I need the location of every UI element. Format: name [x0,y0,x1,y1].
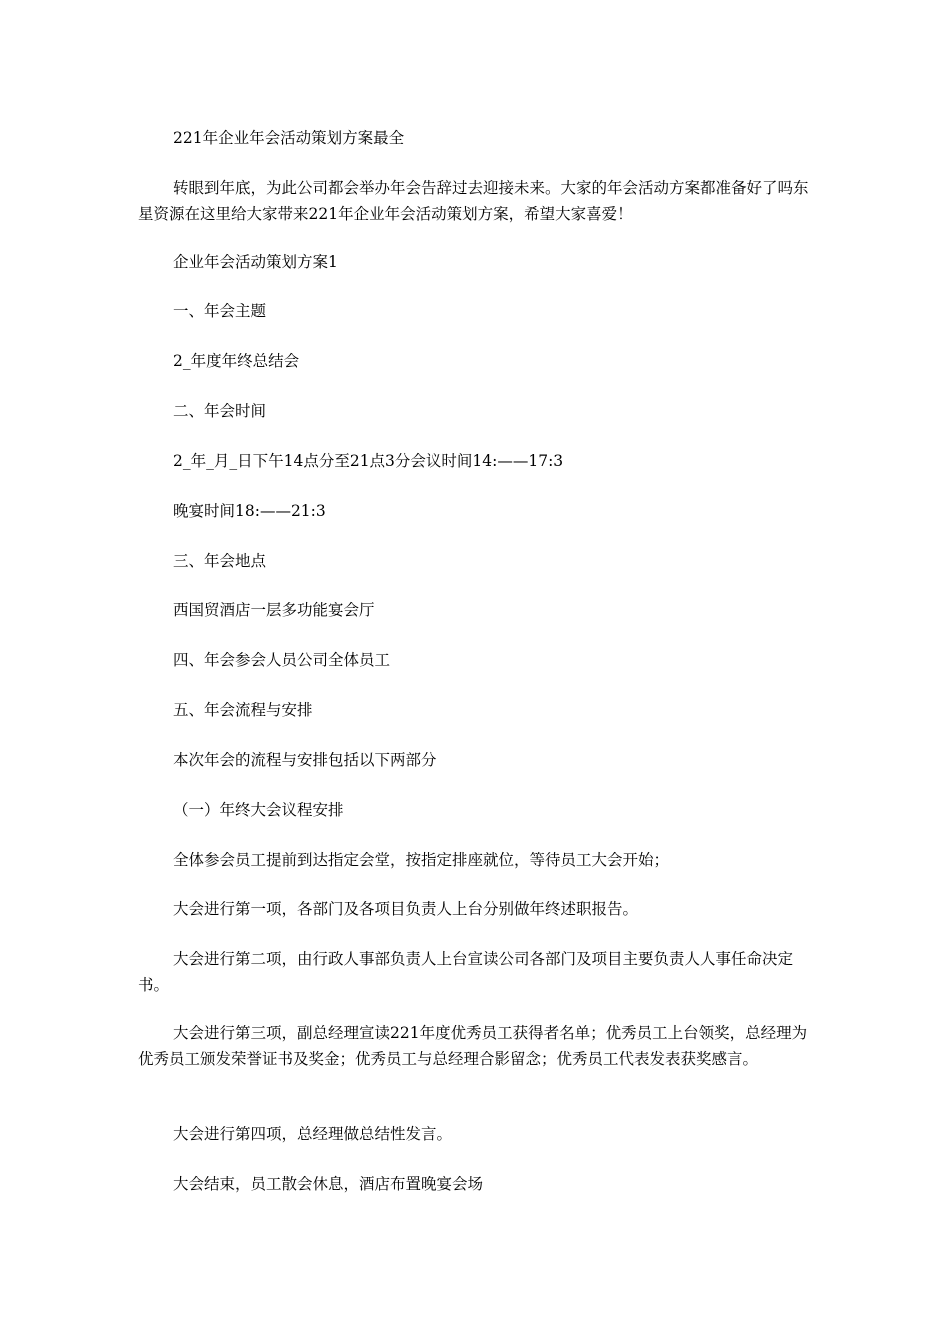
location-value: 西国贸酒店一层多功能宴会厅 [173,601,375,619]
section-heading-plan-1: 企业年会活动策划方案1 [173,253,338,271]
intro-paragraph: 转眼到年底，为此公司都会举办年会告辞过去迎接未来。大家的年会活动方案都准备好了吗东星资源在这里给大家带来221年企业年会活动策划方案，希望大家喜爱！ [138,179,809,223]
heading-process: 五、年会流程与安排 [173,701,313,719]
theme-value: 2_年度年终总结会 [173,352,300,370]
agenda-item-arrival: 全体参会员工提前到达指定会堂，按指定排座就位，等待员工大会开始； [173,851,670,869]
heading-attendees: 四、年会参会人员公司全体员工 [173,651,391,669]
heading-time: 二、年会时间 [173,402,267,420]
agenda-item-4: 大会进行第四项，总经理做总结性发言。 [173,1125,453,1143]
time-value: 2_年_月_日下午14点分至21点3分会议时间14:——17:3 [173,452,564,470]
agenda-item-3: 大会进行第三项，副总经理宣读221年度优秀员工获得者名单；优秀员工上台领奖，总经理为优秀员工颁发荣誉证书及奖金；优秀员工与总经理合影留念；优秀员工代表发表获奖感言。 [138,1024,808,1068]
document-title: 221年企业年会活动策划方案最全 [173,129,405,147]
agenda-item-1: 大会进行第一项，各部门及各项目负责人上台分别做年终述职报告。 [173,900,639,918]
process-intro: 本次年会的流程与安排包括以下两部分 [173,751,437,769]
banquet-time: 晚宴时间18:——21:3 [173,502,326,520]
heading-theme: 一、年会主题 [173,302,267,320]
heading-location: 三、年会地点 [173,552,267,570]
subheading-agenda: （一）年终大会议程安排 [173,801,344,819]
agenda-end: 大会结束，员工散会休息，酒店布置晚宴会场 [173,1175,484,1193]
agenda-item-2: 大会进行第二项，由行政人事部负责人上台宣读公司各部门及项目主要负责人人事任命决定书。 [138,950,794,994]
